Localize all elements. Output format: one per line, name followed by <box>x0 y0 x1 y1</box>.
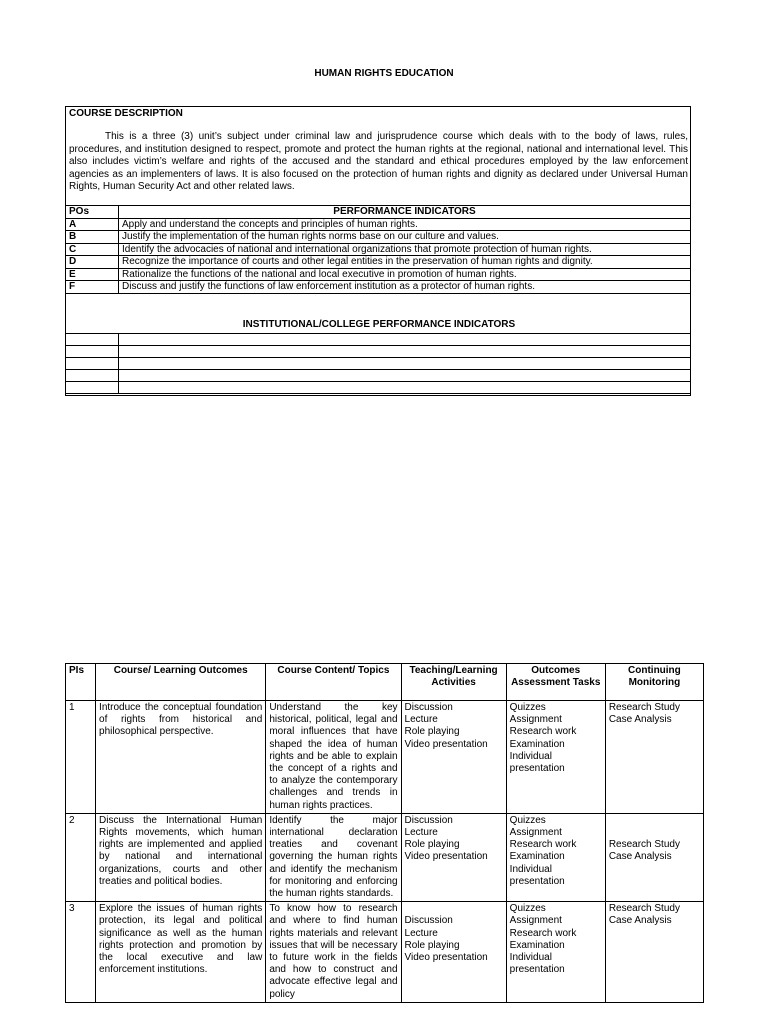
po-text: Identify the advocacies of national and international organizations that promote protection of human rights. <box>119 243 691 256</box>
assessment-list: Quizzes Assignment Research work Examination Individual presentation <box>506 902 605 1003</box>
document-title: HUMAN RIGHTS EDUCATION <box>314 68 454 79</box>
institutional-table <box>65 333 691 394</box>
empty-cell <box>66 346 119 358</box>
course-content: Identify the major international declaration treaties and covenant governing the human rights and identify the mechanism for monitoring and enforcing the human rights standards. <box>266 813 401 901</box>
monitoring-header: Continuing Monitoring <box>605 664 703 701</box>
empty-cell <box>119 370 691 382</box>
activities-list: Discussion Lecture Role playing Video presentation <box>401 701 506 814</box>
po-text: Rationalize the functions of the national and local executive in promotion of human rights. <box>119 268 691 281</box>
pos-header: POs <box>66 206 119 219</box>
institutional-heading: INSTITUTIONAL/COLLEGE PERFORMANCE INDICATORS <box>242 319 516 330</box>
learning-outcome: Explore the issues of human rights protection, its legal and political significance as well as the human rights protection and promotion by the local executive and law enforcement institutions. <box>96 902 266 1003</box>
course-description-heading: COURSE DESCRIPTION <box>69 108 183 119</box>
table-row <box>66 231 691 244</box>
po-code: A <box>66 218 119 231</box>
table-header-row <box>66 664 704 701</box>
learning-outcome: Discuss the International Human Rights movements, which human rights are implemented and applied by national and international organizations, courts and other treaties and political bodies. <box>96 813 266 901</box>
empty-cell <box>66 358 119 370</box>
empty-cell <box>119 382 691 394</box>
row-number: 3 <box>66 902 96 1003</box>
monitoring-list: Research Study Case Analysis <box>605 813 703 901</box>
assessment-list: Quizzes Assignment Research work Examination Individual presentation <box>506 813 605 901</box>
po-code: D <box>66 256 119 269</box>
learning-outcome: Introduce the conceptual foundation of rights from historical and philosophical perspective. <box>96 701 266 814</box>
table-header-row <box>66 206 691 219</box>
po-code: F <box>66 281 119 294</box>
row-number: 2 <box>66 813 96 901</box>
content-header: Course Content/ Topics <box>266 664 401 701</box>
monitoring-list: Research Study Case Analysis <box>605 701 703 814</box>
empty-cell <box>119 334 691 346</box>
table-row <box>66 902 704 1003</box>
po-text: Recognize the importance of courts and other legal entities in the preservation of human rights and dignity. <box>119 256 691 269</box>
activities-header: Teaching/Learning Activities <box>401 664 506 701</box>
activities-list: Discussion Lecture Role playing Video presentation <box>401 902 506 1003</box>
empty-cell <box>119 346 691 358</box>
pis-header: PIs <box>66 664 96 701</box>
po-code: E <box>66 268 119 281</box>
po-text: Apply and understand the concepts and principles of human rights. <box>119 218 691 231</box>
assessment-header: Outcomes Assessment Tasks <box>506 664 605 701</box>
table-row <box>66 218 691 231</box>
table-row <box>66 701 704 814</box>
course-description-text: This is a three (3) unit’s subject under criminal law and jurisprudence course which deals with to the body of laws, rules, procedures, and institution designed to respect, promote and protect the human rights at the regional, national and international level. This also includes victim’s welfare and rights of the accused and the standard and ethical procedures employed by the law enforcement agencies as an implementers of laws. It is also focused on the protection of human rights and dignity as declared under Universal Human Rights, Human Security Act and other related laws. <box>69 131 688 192</box>
table-row <box>66 370 691 382</box>
assessment-list: Quizzes Assignment Research work Examination Individual presentation <box>506 701 605 814</box>
table-row <box>66 268 691 281</box>
empty-cell <box>119 358 691 370</box>
monitoring-list: Research Study Case Analysis <box>605 902 703 1003</box>
empty-cell <box>66 334 119 346</box>
course-plan-table <box>65 663 704 1003</box>
row-number: 1 <box>66 701 96 814</box>
performance-indicators-header: PERFORMANCE INDICATORS <box>119 206 691 219</box>
performance-indicators-table <box>65 205 691 294</box>
course-content: Understand the key historical, political, legal and moral influences that have shaped the idea of human rights and be able to explain the concept of a rights and to analyze the contemporary challenges and trends in human rights practices. <box>266 701 401 814</box>
table-row <box>66 358 691 370</box>
outcomes-header: Course/ Learning Outcomes <box>96 664 266 701</box>
activities-list: Discussion Lecture Role playing Video presentation <box>401 813 506 901</box>
po-text: Justify the implementation of the human rights norms base on our culture and values. <box>119 231 691 244</box>
course-description-box <box>65 106 691 396</box>
table-row <box>66 382 691 394</box>
table-row <box>66 813 704 901</box>
course-content: To know how to research and where to find human rights materials and relevant issues that will be necessary to future work in the fields and how to construct and advocate effective legal and policy <box>266 902 401 1003</box>
po-code: C <box>66 243 119 256</box>
empty-cell <box>66 382 119 394</box>
table-row <box>66 281 691 294</box>
table-row <box>66 346 691 358</box>
po-code: B <box>66 231 119 244</box>
empty-cell <box>66 370 119 382</box>
table-row <box>66 243 691 256</box>
table-row <box>66 256 691 269</box>
table-row <box>66 334 691 346</box>
po-text: Discuss and justify the functions of law enforcement institution as a protector of human rights. <box>119 281 691 294</box>
